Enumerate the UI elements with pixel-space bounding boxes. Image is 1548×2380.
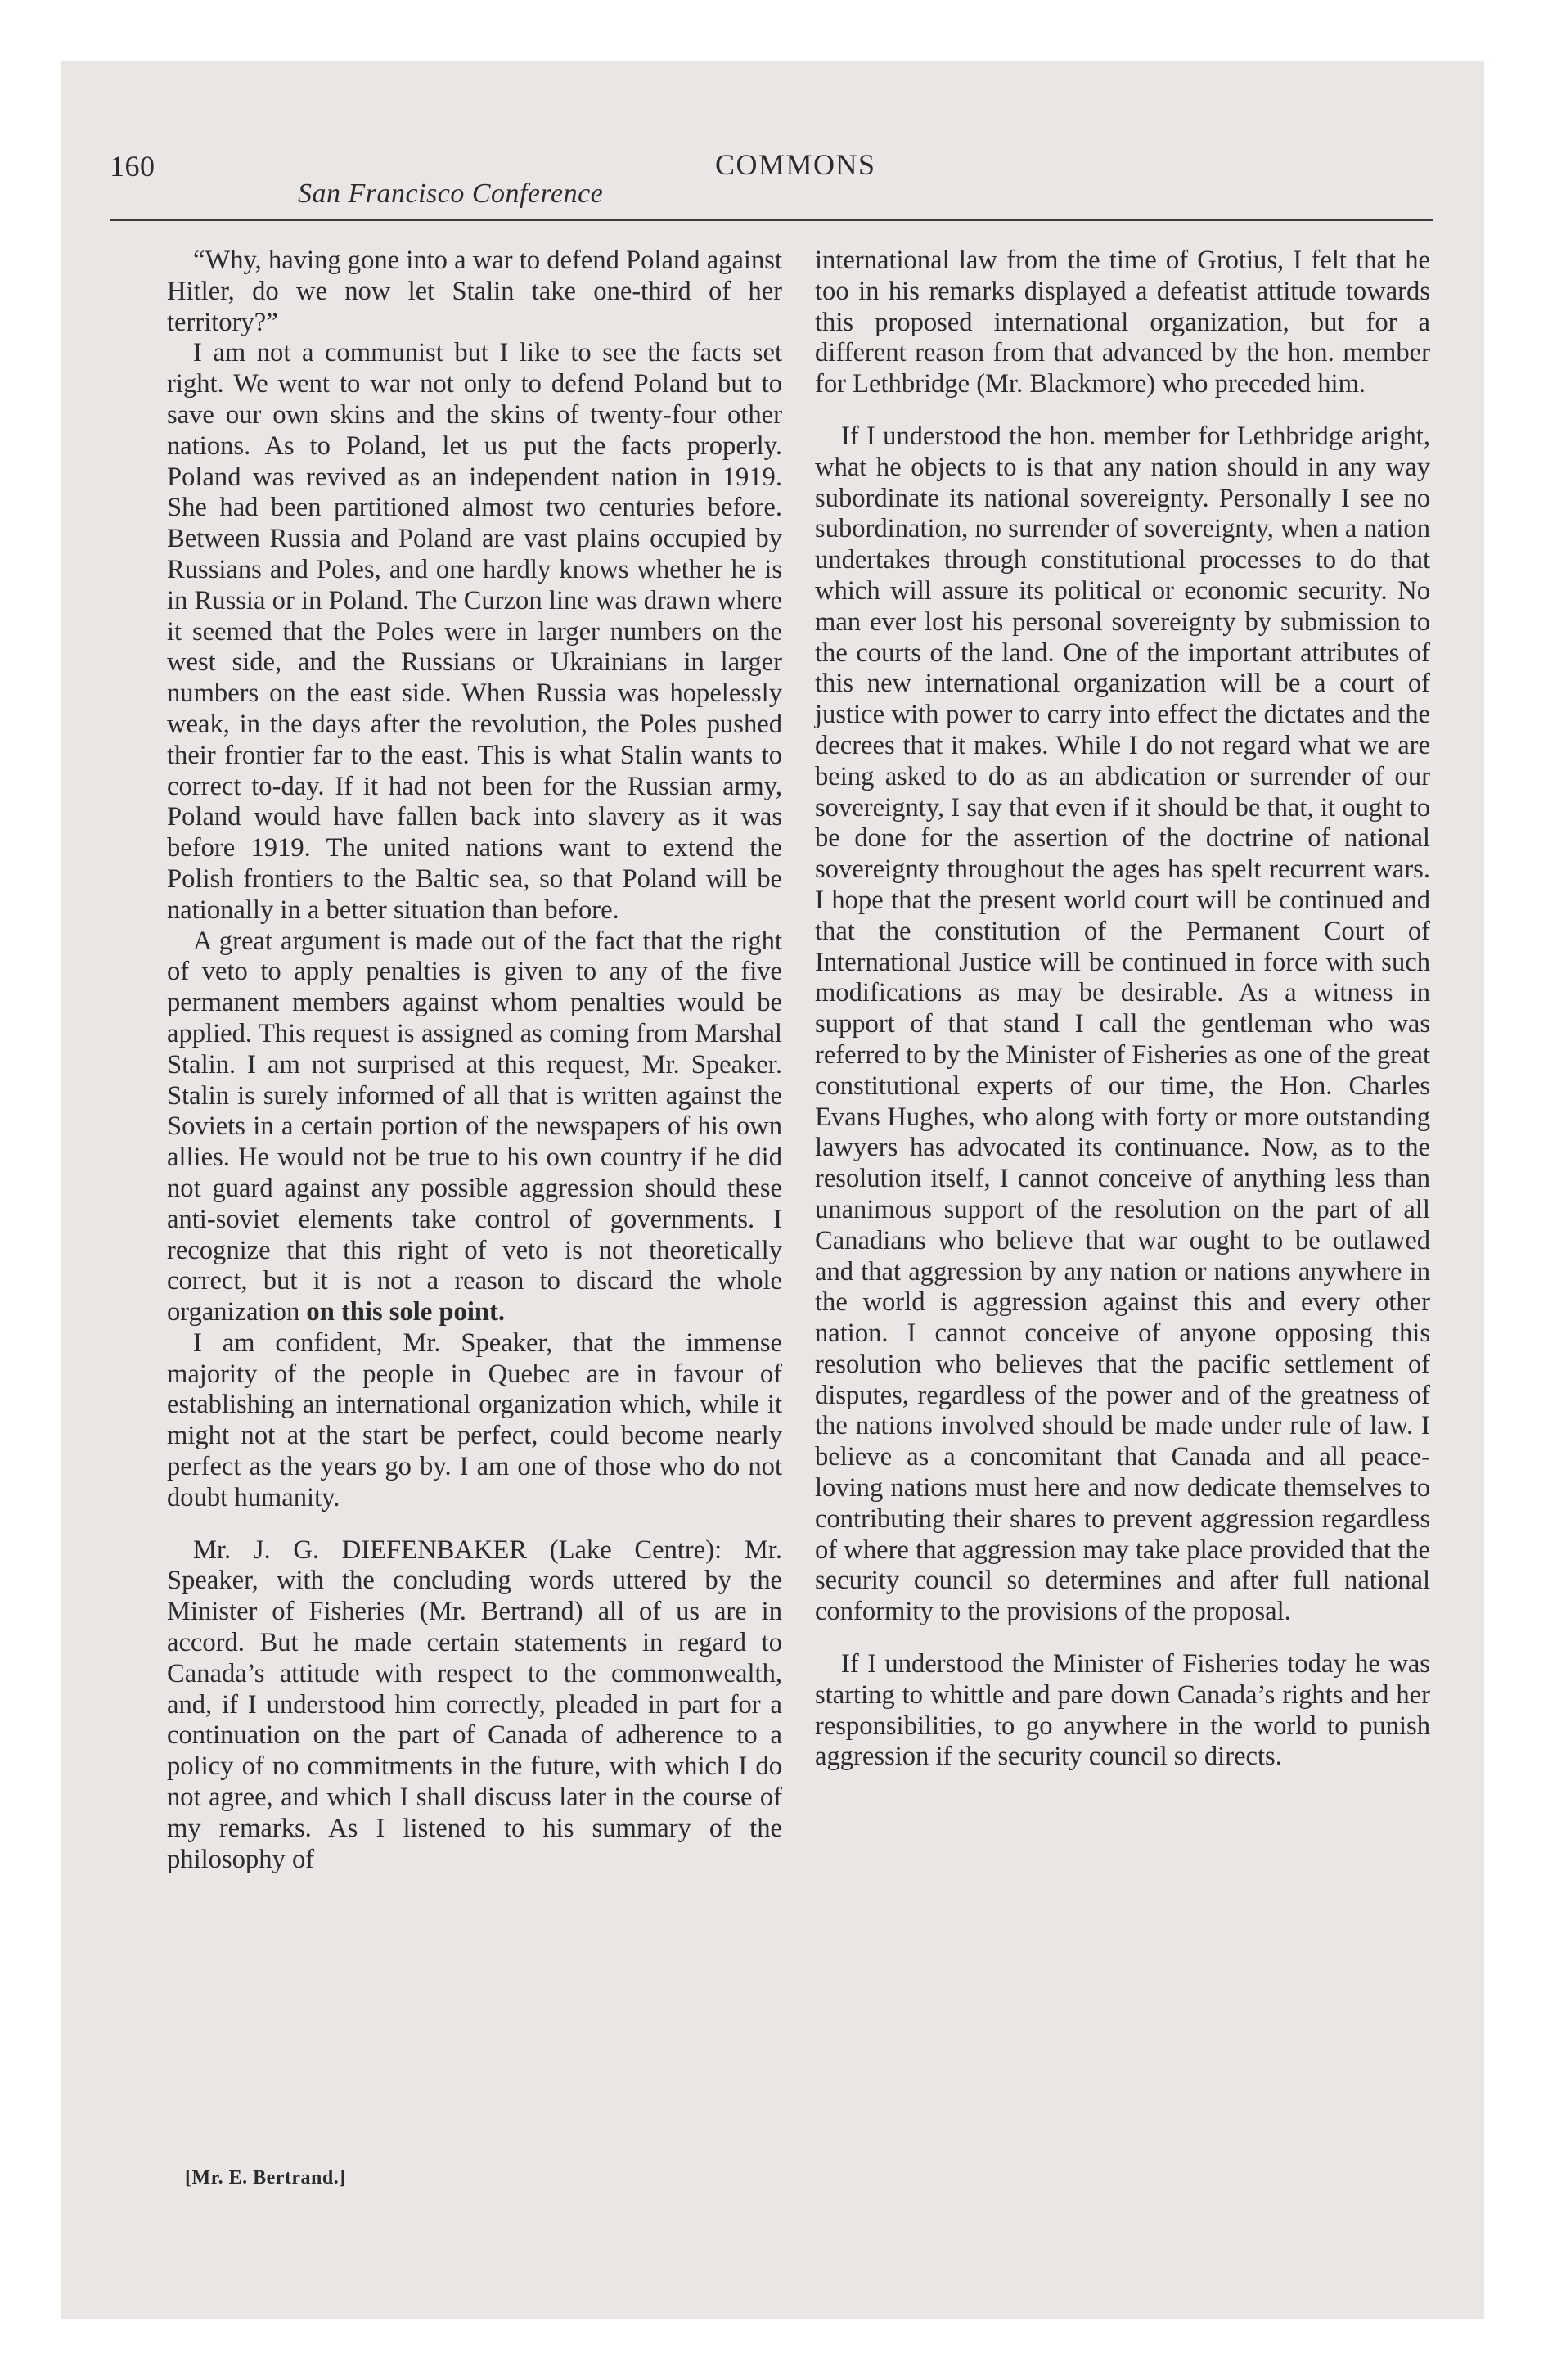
running-head: COMMONS xyxy=(715,148,876,181)
right-column xyxy=(815,246,1430,1773)
header-rule xyxy=(110,219,1433,221)
emphasized-text: on this sole point. xyxy=(306,1297,505,1327)
paragraph-text: A great argument is made out of the fact that the right of veto to apply penalties is given to any of the five permanent members against whom penalties would be applied. This request is assigned as coming from Marshal Stalin. I am not surprised at this request, Mr. Speaker. Stalin is surely informed of all that is written against the Soviets in a certain portion of the newspapers of his own allies. He would not be true to his own country if he did not guard against any possible aggression should these anti-soviet elements take control of governments. I recognize that this right of veto is not theoretically correct, but it is not a reason to discard the whole organization xyxy=(167,926,782,1327)
speaker-reference: [Mr. E. Bertrand.] xyxy=(185,2167,346,2188)
paragraph: If I understood the Minister of Fisheries today he was starting to whittle and pare down Canada’s rights and her responsibilities, to go anywhere in the world to punish aggression if the security council so directs. xyxy=(815,1649,1430,1772)
paragraph: I am confident, Mr. Speaker, that the immense majority of the people in Quebec are in favour of establishing an international organization which, while it might not at the start be perfect, could become nearly perfect as the years go by. I am one of those who do not doubt humanity. xyxy=(167,1327,782,1512)
paragraph: I am not a communist but I like to see the facts set right. We went to war not only to defend Poland but to save our own skins and the skins of twenty-four other nations. As to Poland, let us put the facts properly. Poland was revived as an independent nation in 1919. She had been partitioned almost two centuries before. Between Russia and Poland are vast plains occupied by Russians and Poles, and one hardly knows whether he is in Russia or in Poland. The Curzon line was drawn where it seemed that the Poles were in larger numbers on the west side, and the Russians or Ukrainians in larger numbers on the east side. When Russia was hopelessly weak, in the days after the revolution, the Poles pushed their frontier far to the east. This is what Stalin wants to correct to-day. If it had not been for the Russian army, Poland would have fallen back into slavery as it was before 1919. The united nations want to extend the Polish frontiers to the Baltic sea, so that Poland will be nationally in a better situation than before. xyxy=(167,338,782,925)
section-title: San Francisco Conference xyxy=(298,178,604,209)
paragraph xyxy=(167,926,782,1328)
paragraph: If I understood the hon. member for Lethbridge aright, what he objects to is that any nation should in any way subordinate its national sovereignty. Personally I see no subordination, no surrender of sovereignty, when a nation undertakes through constitutional processes to do that which will assure its political or economic security. No man ever lost his personal sovereignty by submission to the courts of the land. One of the important attributes of this new international organization will be a court of justice with power to carry into effect the dictates and the decrees that it makes. While I do not regard what we are being asked to do as an abdication or surrender of our sovereignty, I say that even if it should be that, it ought to be done for the assertion of the doctrine of national sovereignty throughout the ages has spelt recurrent wars. I hope that the present world court will be continued and that the constitution of the Permanent Court of International Justice will be continued in force with such modifications as may be desirable. As a witness in support of that stand I call the gentleman who was referred to by the Minister of Fisheries as one of the great constitutional experts of our time, the Hon. Charles Evans Hughes, who along with forty or more outstanding lawyers has advocated its continuance. Now, as to the resolution itself, I cannot conceive of anything less than unanimous support of the resolution on the part of all Canadians who believe that war ought to be outlawed and that aggression by any nation or nations anywhere in the world is aggression against this and every other nation. I cannot conceive of anyone opposing this resolution who believes that the pacific settlement of disputes, regardless of the power and of the greatness of the nations involved should be made under rule of law. I believe as a concomitant that Canada and all peace-loving nations must here and now dedicate themselves to contributing their shares to prevent aggression regardless of where that aggression may take place provided that the security council so determines and after full national conformity to the provisions of the proposal. xyxy=(815,421,1430,1627)
paragraph: “Why, having gone into a war to defend Poland against Hitler, do we now let Stalin take one-third of her territory?” xyxy=(167,246,782,337)
paragraph: international law from the time of Grotius, I felt that he too in his remarks displayed a defeatist attitude towards this proposed international organization, but for a different reason from that advanced by the hon. member for Lethbridge (Mr. Blackmore) who preceded him. xyxy=(815,246,1430,399)
page-header xyxy=(110,137,1433,216)
speaker-paragraph: Mr. J. G. DIEFENBAKER (Lake Centre): Mr. Speaker, with the concluding words uttered by the Minister of Fisheries (Mr. Bertrand) all of us are in accord. But he made certain statements in regard to Canada’s attitude with respect to the commonwealth, and, if I understood him correctly, pleaded in part for a continuation on the part of Canada of adherence to a policy of no commitments in the future, with which I do not agree, and which I shall discuss later in the course of my remarks. As I listened to his summary of the philosophy of xyxy=(167,1535,782,1874)
page-number: 160 xyxy=(110,150,155,183)
left-column xyxy=(167,246,782,1875)
